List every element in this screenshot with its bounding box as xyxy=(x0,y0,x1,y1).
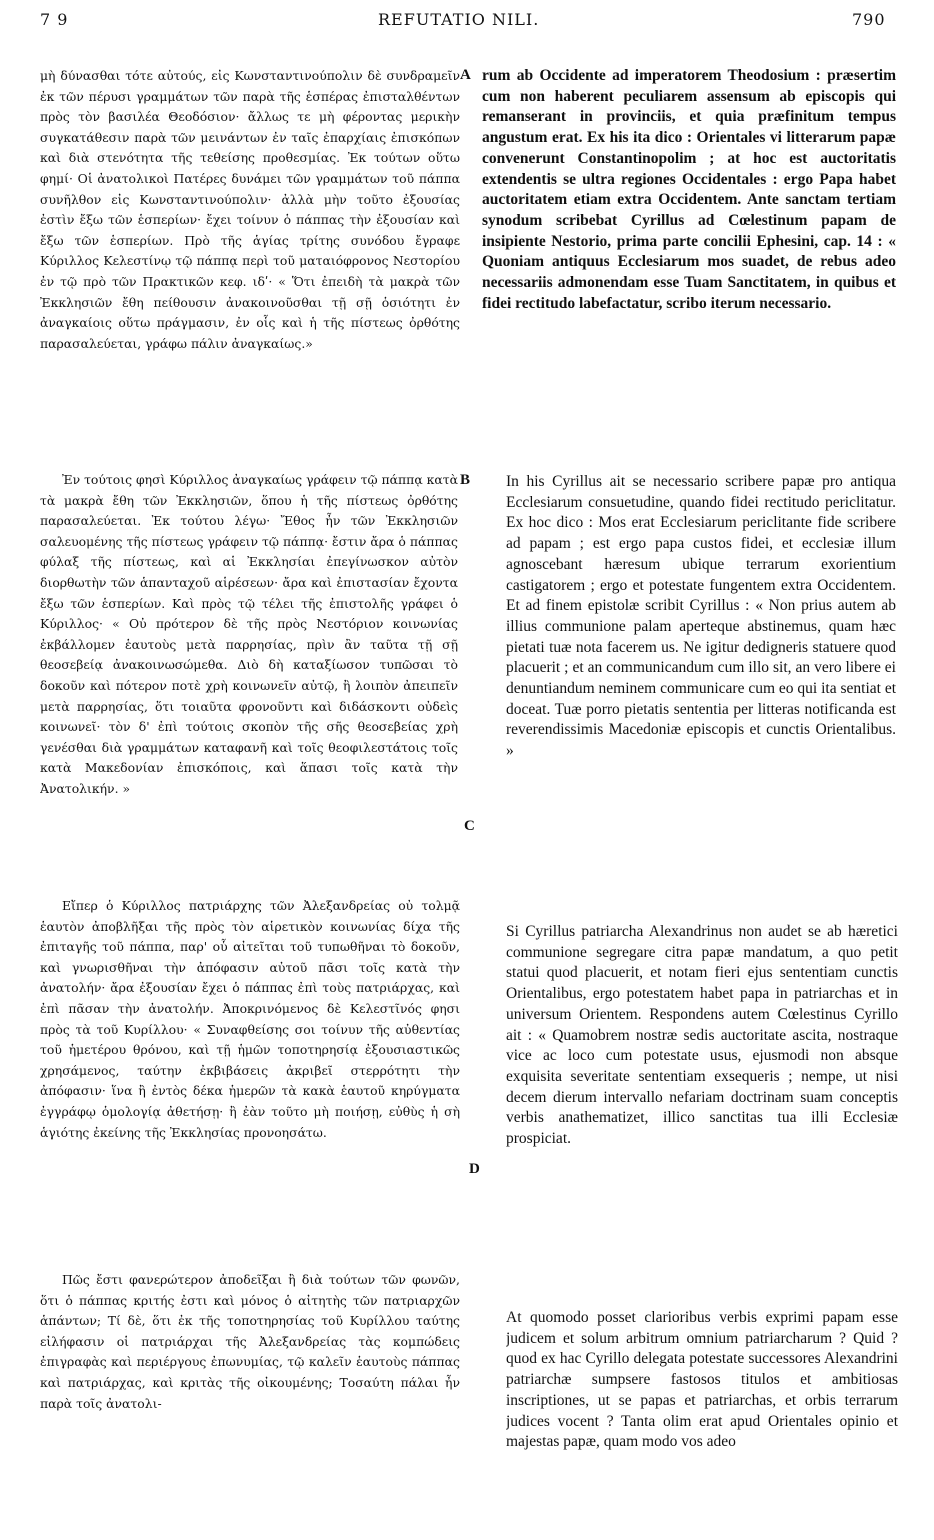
greek-paragraph-1 xyxy=(40,66,460,460)
greek-paragraph-4 xyxy=(40,1270,460,1532)
margin-marker-a: A xyxy=(460,67,471,83)
greek-text-2: Ἐν τούτοις φησὶ Κύριλλος ἀναγκαίως γράφειν τῷ πάππᾳ κατὰ τὰ μακρὰ ἔθη τῶν Ἐκκλησιῶν, ὅπου ἡ τῆς πίστεως ὀρθότης παρασαλεύεται. Ἐκ τούτου λέγω· Ἔθος ἦν τῶν Ἐκκλησιῶν σαλευομένης τῆς πίστεως γράφειν τῷ πάππᾳ· ἔστιν ἄρα ὁ πάππας φύλαξ τῆς πίστεως, καὶ αἱ Ἐκκλησίαι ἐπεγίνωσκον αὐτὸν διορθωτὴν τῶν ἁπανταχοῦ αἱρέσεων· ἄρα καὶ ἐπιστασίαν ἔχοντα ἔξω τῶν ἑσπερίων. Καὶ πρὸς τῷ τέλει τῆς ἐπιστολῆς γράφει ὁ Κύριλλος· « Οὐ πρότερον δὲ τῆς πρὸς Νεστόριον κοινωνίας ἐκβάλλομεν ἑαυτοὺς μετὰ παρρησίας, πρὶν ἂν ταῦτα τῇ σῇ θεοσεβείᾳ ἀνακοινωσώμεθα. Διὸ δὴ καταξίωσον τυπῶσαι τὸ δοκοῦν καὶ πότερον ποτὲ χρὴ κοινωνεῖν αὐτῷ, ἢ λοιπὸν ἀπειπεῖν μετὰ παρρησίας, ὅτι τοιαῦτα φρονοῦντι καὶ διδάσκοντι οὐδεὶς κοινωνεῖ· τὸν δ' ἐπὶ τούτοις σκοπὸν τῆς σῆς θεοσεβείας χρὴ γενέσθαι διὰ γραμμάτων καταφανῆ καὶ τοῖς θεοφιλεστάτοις τοῖς κατὰ Μακεδονίαν ἐπισκόποις, καὶ ἅπασι τοῖς κατὰ τὴν Ἀνατολικήν. » xyxy=(40,472,458,796)
latin-text-1: rum ab Occidente ad imperatorem Theodosium : præsertim cum non haberent peculiarem assensum ab episcopis qui remanserant in provinciis, et quia præfinitum tempus angustum erat. Ex his ita dico : Orientales vi litterarum papæ convenerunt Constantinopolim ; at hoc est auctoritatis extendentis se ultra regiones Occidentales : ergo Papa habet auctoritatem etiam extra Occidentem. Ante sanctam tertiam synodum scribebat Cyrillus ad Cœlestinum papam de insipiente Nestorio, prima parte concilii Ephesini, cap. 14 : « Quoniam antiquus Ecclesiarum mos suadet, de rebus adeo necessariis admonendam esse Tuam Sanctitatem, in quibus et fidei rectitudo labefactatur, scribo iterum necessario. xyxy=(482,67,896,312)
greek-text-1: μὴ δύνασθαι τότε αὐτούς, εἰς Κωνσταντινούπολιν δὲ συνδραμεῖν ἐκ τῶν πέρυσι γραμμάτων τῶν παρὰ τῆς ἑσπέρας ἐπισταλθέντων πρὸς τὸν βασιλέα Θεοδόσιον· ἄλλως τε μὴ φέροντας μερικὴν συγκατάθεσιν παρὰ τῶν μεινάντων ἐν ταῖς ἐπαρχίαις ἐπισκόπων καὶ διὰ στενότητα τῆς τεθείσης προθεσμίας. Ἐκ τούτων οὕτω φημί· Οἱ ἀνατολικοὶ Πατέρες δυνάμει τῶν γραμμάτων τοῦ πάππα συνῆλθον εἰς Κωνσταντινούπολιν· ἀλλὰ μὴν τοῦτο ἐξουσίας ἐστὶν ἔξω τῶν ἑσπερίων· ἔχει τοίνυν ὁ πάππας τὴν ἐξουσίαν καὶ ἔξω τῶν ἑσπερίων. Πρὸ τῆς ἁγίας τρίτης συνόδου ἔγραφε Κύριλλος Κελεστίνῳ τῷ πάππᾳ περὶ τοῦ ματαιόφρονος Νεστορίου ἐν τῷ πρὸ τῶν Πρακτικῶν κεφ. ιδʹ· « Ὅτι ἐπειδὴ τὰ μακρὰ τῶν Ἐκκλησιῶν ἔθη πείθουσιν ἀνακοινοῦσθαι τῇ σῇ ὁσιότητι ἐν ἀναγκαίοις οὕτω πράγμασιν, ἐν οἷς καὶ ἡ τῆς πίστεως ὀρθότης παρασαλεύεται, γράφω πάλιν ἀναγκαίως.» xyxy=(40,68,460,351)
latin-paragraph-4 xyxy=(506,1308,898,1532)
latin-paragraph-2 xyxy=(506,472,896,880)
greek-text-4: Πῶς ἔστι φανερώτερον ἀποδεῖξαι ἢ διὰ τούτων τῶν φωνῶν, ὅτι ὁ πάππας κριτής ἐστι καὶ μόνος ὁ αἰτητὴς τῶν πατριαρχῶν ἁπάντων; Τί δὲ, ὅτι ἐκ τῆς τοποτηρησίας τοῦ Κυρίλλου ταύτης εἰλήφασιν οἱ πατριάρχαι τῆς Ἀλεξανδρείας τὰς κομπώδεις ἐπιγραφὰς καὶ περιέργους ἐπωνυμίας, τῷ καλεῖν ἑαυτοὺς πάππας καὶ πατριάρχας, καὶ κριτὰς τῆς οἰκουμένης; Τοσαύτη πάλαι ἦν παρὰ τοῖς ἀνατολι- xyxy=(40,1272,460,1411)
latin-text-4: At quomodo posset clarioribus verbis exprimi papam esse judicem et solum arbitrum omnium patriarcharum ? Quid ? quod ex hac Cyrillo delegata potestate successores Alexandrini patriarchæ sumpsere fastosos titulos et ambitiosas inscriptiones, ut se papas et patriarchas, et orbis terrarum judices vocent ? Tanta olim erat apud Orientales opinio et majestas papæ, quam modo vos adeo xyxy=(506,1309,898,1451)
margin-marker-c: C xyxy=(464,818,475,834)
greek-text-3: Εἴπερ ὁ Κύριλλος πατριάρχης τῶν Ἀλεξανδρείας οὐ τολμᾷ ἑαυτὸν ἀποβλῆξαι τῆς πρὸς τὸν αἱρετικὸν κοινωνίας δίχα τῆς ἐπιταγῆς τοῦ πάππα, παρ' οὗ αἰτεῖται τοῦ τυπωθῆναι τὸ δοκοῦν, καὶ γνωρισθῆναι τὴν ἀπόφασιν αὐτοῦ πᾶσι τοῖς κατὰ τὴν ἀνατολήν· ἄρα ἐξουσίαν ἔχει ὁ πάππας ἐπὶ τοὺς πατριάρχας, καὶ ἐπὶ πᾶσαν τὴν ἀνατολήν. Ἀποκρινόμενος δὲ Κελεστῖνός φησι πρὸς τὰ τοῦ Κυρίλλου· « Συναφθείσης σοι τοίνυν τῆς αὐθεντίας τοῦ ἡμετέρου θρόνου, καὶ τῇ ἡμῶν τοποτηρησίᾳ ἐξουσιαστικῶς χρησάμενος, ταύτην ἐκβιβάσεις ἀκριβεῖ στερρότητι τὴν ἀπόφασιν· ἵνα ἢ ἐντὸς δέκα ἡμερῶν τὰ κακὰ ἑαυτοῦ κηρύγματα ἐγγράφῳ ὁμολογίᾳ ἀθετήσῃ· ἢ ἐὰν τοῦτο μὴ ποιήσῃ, εὐθὺς ἡ σὴ ἁγιότης ἐκείνης τῆς Ἐκκλησίας προνοησάτω. xyxy=(40,898,460,1140)
running-title: REFUTATIO NILI. xyxy=(378,10,540,29)
margin-marker-d: D xyxy=(469,1161,480,1177)
latin-text-3: Si Cyrillus patriarcha Alexandrinus non audet se ab hæretici communione segregare citra papæ mandatum, a quo petit statui quod placuerit, et notam fieri ejus sententiam cunctis Orientalibus, ergo potestatem habet papa in patriarchas et in universum Orientem. Respondens autem Cœlestinus Cyrillo ait : « Quamobrem nostræ sedis auctoritate ascita, nostraque vice ac loco cum potestate usus, ejusmodi non absque exquisita severitate sententiam exsequeris ; nempe, ut nisi decem dierum intervallo nefariam doctrinam suam conceptis verbis anathematizet, illico sanctitas tua illi Ecclesiæ prospiciat. xyxy=(506,923,898,1148)
latin-paragraph-3 xyxy=(506,922,898,1234)
page-number-right: 790 xyxy=(852,10,886,29)
greek-paragraph-2 xyxy=(40,470,458,884)
latin-text-2: In his Cyrillus ait se necessario scribere papæ pro antiqua Ecclesiarum consuetudine, quando fidei rectitudo periclitatur. Ex hoc dico : Mos erat Ecclesiarum periclitante fide scribere ad papam ; est ergo papa custos fidei, et ecclesiæ illum agnoscebant hæresum ubique terrarum exorientium castigatorem ; ergo et potestate fungentem extra Occidentem. Et ad finem epistolæ scribit Cyrillus : « Non prius autem ab illius communione palam aperteque abstinemus, quam hæc pietati tuæ nota facerem us. Ne igitur dedigneris statuere quod placuerit ; et an communicandum cum illo sit, an vero libere ei denuntiandum neminem communicare cum eo qui ita sentiat et doceat. Tuæ porro pietatis sententia per litteras notificanda est reverendissimis Macedoniæ episcopis et cunctis Orientalibus. » xyxy=(506,473,896,760)
latin-paragraph-1 xyxy=(482,66,896,446)
page-number-left: 7 9 xyxy=(40,10,69,29)
margin-marker-b: B xyxy=(460,472,471,488)
greek-paragraph-3 xyxy=(40,896,460,1260)
